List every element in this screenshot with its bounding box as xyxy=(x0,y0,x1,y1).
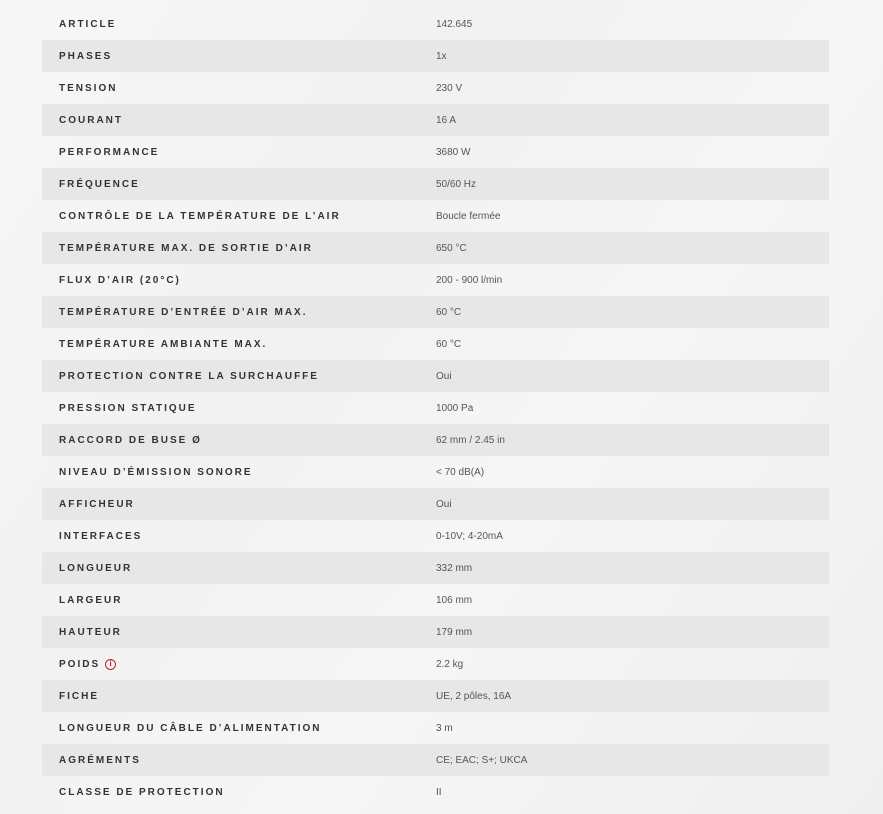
spec-label-text: POIDS xyxy=(59,658,101,670)
spec-row xyxy=(42,168,829,200)
spec-label xyxy=(42,755,436,766)
spec-label-text: HAUTEUR xyxy=(59,626,122,638)
spec-label-text: LARGEUR xyxy=(59,594,123,606)
spec-label xyxy=(42,691,436,702)
spec-row xyxy=(42,104,829,136)
spec-value: 62 mm / 2.45 in xyxy=(436,434,505,446)
spec-value: 1000 Pa xyxy=(436,402,474,414)
spec-label xyxy=(42,115,436,126)
spec-label-text: RACCORD DE BUSE Ø xyxy=(59,434,202,446)
spec-label xyxy=(42,307,436,318)
spec-label-text: TEMPÉRATURE MAX. DE SORTIE D’AIR xyxy=(59,242,313,254)
spec-label-text: CONTRÔLE DE LA TEMPÉRATURE DE L’AIR xyxy=(59,210,341,222)
spec-row xyxy=(42,776,829,808)
spec-row xyxy=(42,264,829,296)
spec-value: 16 A xyxy=(436,114,457,126)
spec-label xyxy=(42,531,436,542)
spec-label-text: AFFICHEUR xyxy=(59,498,135,510)
spec-label xyxy=(42,371,436,382)
spec-label xyxy=(42,723,436,734)
spec-value: 3680 W xyxy=(436,146,471,158)
spec-label-text: PROTECTION CONTRE LA SURCHAUFFE xyxy=(59,370,319,382)
spec-label xyxy=(42,787,436,798)
spec-value: 3 m xyxy=(436,722,453,734)
spec-label-text: PHASES xyxy=(59,50,113,62)
spec-row xyxy=(42,200,829,232)
spec-label xyxy=(42,659,436,670)
spec-value: 650 °C xyxy=(436,242,467,254)
spec-value: 200 - 900 l/min xyxy=(436,274,503,286)
spec-label-text: LONGUEUR xyxy=(59,562,133,574)
spec-label xyxy=(42,403,436,414)
spec-label-text: NIVEAU D’ÉMISSION SONORE xyxy=(59,466,253,478)
spec-value: < 70 dB(A) xyxy=(436,466,485,478)
spec-value: 50/60 Hz xyxy=(436,178,477,190)
spec-value: II xyxy=(436,786,442,798)
spec-value: Oui xyxy=(436,370,452,382)
spec-row xyxy=(42,392,829,424)
spec-label-text: INTERFACES xyxy=(59,530,143,542)
spec-label-text: FLUX D’AIR (20°C) xyxy=(59,274,181,286)
spec-value: 230 V xyxy=(436,82,463,94)
spec-row xyxy=(42,584,829,616)
info-icon[interactable]: i xyxy=(105,659,116,670)
spec-label-text: ARTICLE xyxy=(59,18,117,30)
spec-label xyxy=(42,467,436,478)
spec-row xyxy=(42,744,829,776)
spec-row xyxy=(42,296,829,328)
spec-label-text: PRESSION STATIQUE xyxy=(59,402,197,414)
spec-label xyxy=(42,563,436,574)
spec-row xyxy=(42,40,829,72)
spec-label-text: FRÉQUENCE xyxy=(59,178,140,190)
spec-label xyxy=(42,83,436,94)
spec-value: 60 °C xyxy=(436,338,462,350)
spec-label-text: FICHE xyxy=(59,690,99,702)
spec-row xyxy=(42,232,829,264)
spec-row xyxy=(42,328,829,360)
spec-value: Boucle fermée xyxy=(436,210,501,222)
spec-row xyxy=(42,552,829,584)
spec-value: 142.645 xyxy=(436,18,473,30)
spec-label-text: TEMPÉRATURE D’ENTRÉE D’AIR MAX. xyxy=(59,306,308,318)
spec-label xyxy=(42,179,436,190)
spec-label-text: TEMPÉRATURE AMBIANTE MAX. xyxy=(59,338,268,350)
spec-row xyxy=(42,488,829,520)
spec-label-text: PERFORMANCE xyxy=(59,146,160,158)
spec-row xyxy=(42,616,829,648)
spec-label xyxy=(42,499,436,510)
spec-value: 2.2 kg xyxy=(436,658,464,670)
spec-value: 1x xyxy=(436,50,447,62)
spec-label xyxy=(42,627,436,638)
spec-label-text: AGRÉMENTS xyxy=(59,754,141,766)
spec-label xyxy=(42,147,436,158)
spec-label xyxy=(42,211,436,222)
spec-row xyxy=(42,712,829,744)
spec-label-text: CLASSE DE PROTECTION xyxy=(59,786,225,798)
spec-label xyxy=(42,435,436,446)
spec-row xyxy=(42,424,829,456)
spec-label xyxy=(42,339,436,350)
spec-value: 332 mm xyxy=(436,562,473,574)
spec-row xyxy=(42,360,829,392)
spec-table xyxy=(42,8,829,808)
spec-row xyxy=(42,520,829,552)
spec-label-text: COURANT xyxy=(59,114,123,126)
spec-row xyxy=(42,680,829,712)
spec-row xyxy=(42,456,829,488)
spec-value: Oui xyxy=(436,498,452,510)
spec-row xyxy=(42,648,829,680)
spec-label xyxy=(42,19,436,30)
spec-value: UE, 2 pôles, 16A xyxy=(436,690,512,702)
spec-row xyxy=(42,8,829,40)
spec-label xyxy=(42,595,436,606)
spec-value: 60 °C xyxy=(436,306,462,318)
spec-value: 179 mm xyxy=(436,626,473,638)
spec-label xyxy=(42,275,436,286)
spec-label-text: TENSION xyxy=(59,82,118,94)
spec-row xyxy=(42,72,829,104)
spec-value: CE; EAC; S+; UKCA xyxy=(436,754,528,766)
spec-row xyxy=(42,136,829,168)
spec-label-text: LONGUEUR DU CÂBLE D’ALIMENTATION xyxy=(59,722,322,734)
spec-value: 106 mm xyxy=(436,594,473,606)
spec-label xyxy=(42,243,436,254)
spec-value: 0-10V; 4-20mA xyxy=(436,530,503,542)
spec-label xyxy=(42,51,436,62)
